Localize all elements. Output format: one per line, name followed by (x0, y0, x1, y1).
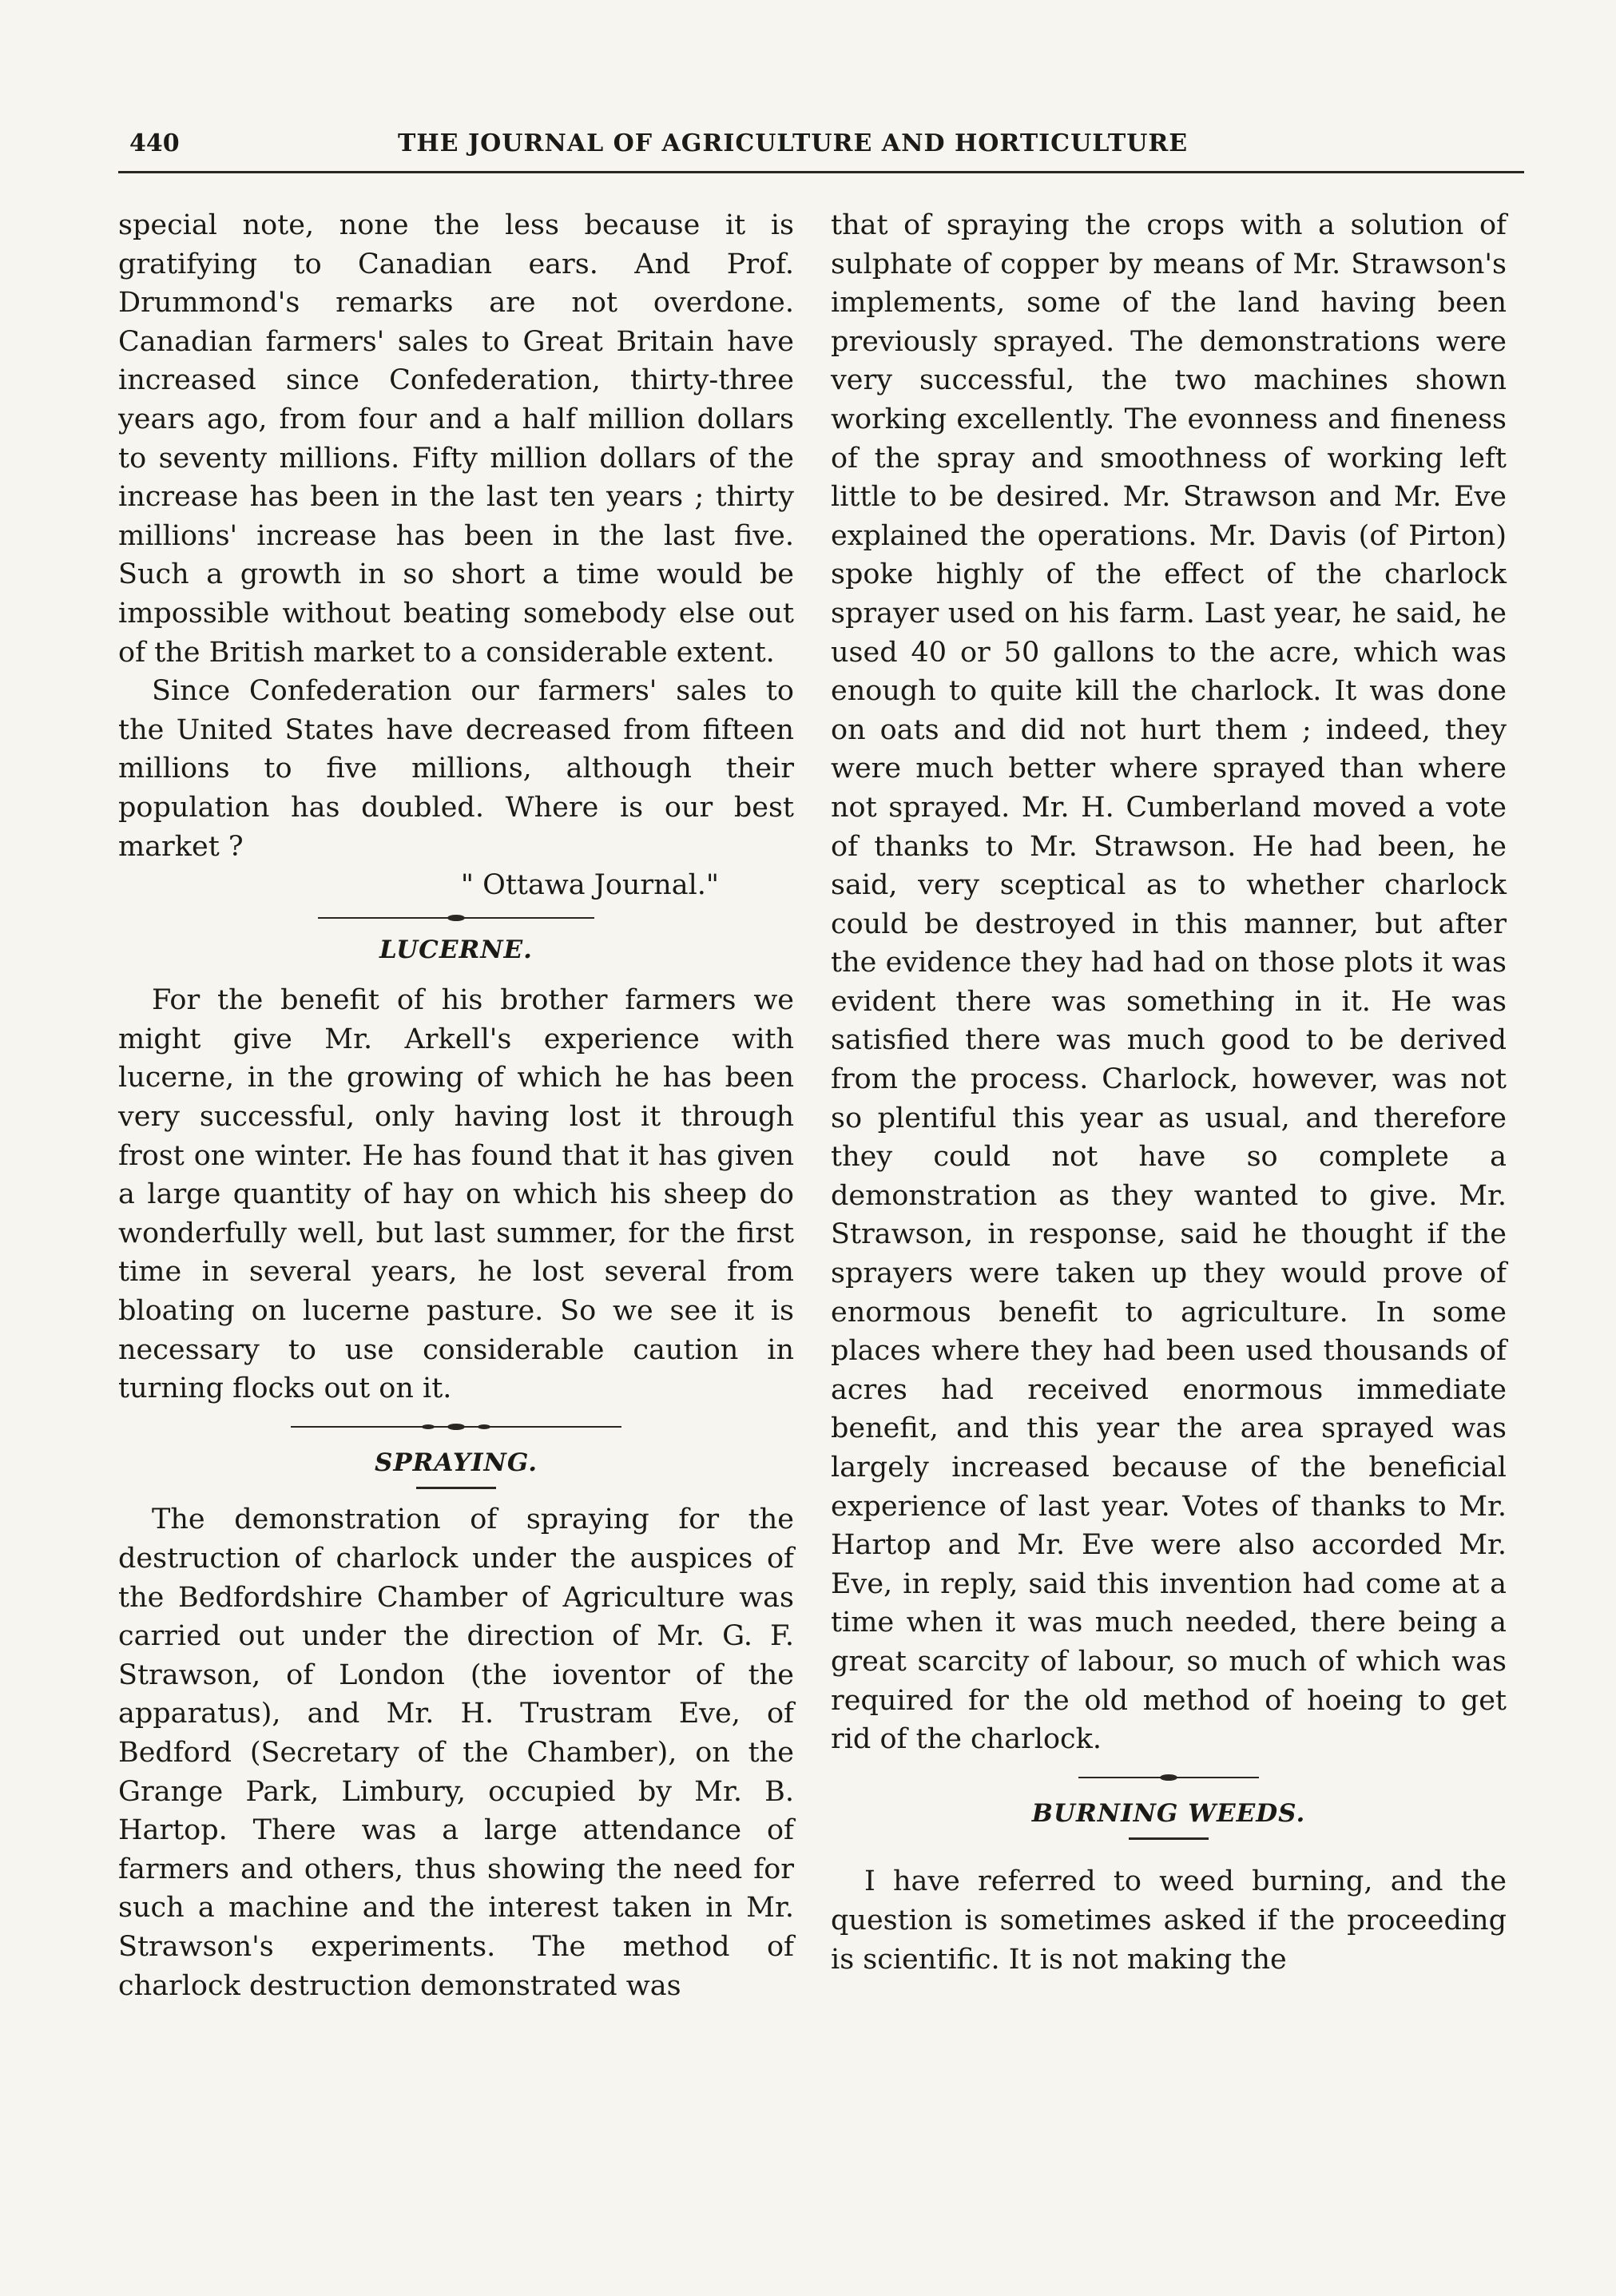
lucerne-heading: LUCERNE. (379, 935, 533, 964)
section-divider (118, 1408, 794, 1444)
spraying-paragraph: The demonstration of spraying for the destruction of charlock under the auspices of the Bedfordshire Chamber of Agriculture was carried out under the direction of Mr. G. F. Strawson, of London (the ioventor of the apparatus), and Mr. H. Trustram Eve, of Bedford (Secretary of the Chamber), on the Grange Park, Limbury, occupied by Mr. B. Hartop. There was a large attendance of farmers and others, thus showing the need for such a machine and the interest taken in Mr. Strawson's experiments. The method of charlock destruction demonstrated was (118, 1504, 794, 2002)
spraying-heading: SPRAYING. (374, 1448, 538, 1477)
burning-weeds-paragraph: I have referred to weed burning, and the question is sometimes asked if the proceeding is scientific. It is not making the (831, 1865, 1507, 1976)
running-header (118, 120, 1524, 173)
spraying-paragraph-continued: that of spraying the crops with a solution of sulphate of copper by means of Mr. Strawson's implements, some of the land having been previously sprayed. The demonstrations were very successful, the two machines shown working excellently. The evonness and fineness of the spray and smoothness of working left little to be desired. Mr. Strawson and Mr. Eve explained the operations. Mr. Davis (of Pirton) spoke highly of the effect of the charlock sprayer used on his farm. Last year, he said, he used 40 or 50 gallons to the acre, which was enough to quite kill the charlock. It was done on oats and did not hurt them ; indeed, they were much better where sprayed than where not sprayed. Mr. H. Cumberland moved a vote of thanks to Mr. Strawson. He had been, he said, very sceptical as to whether charlock could be destroyed in this manner, but after the evidence they had had on those plots it was evident there was something in it. He was satisfied there was much good to be derived from the process. Charlock, however, was not so plentiful this year as usual, and therefore they could not have so complete a demonstration as they wanted to give. Mr. Strawson, in response, said he thought if the sprayers were taken up they would prove of enormous benefit to agriculture. In some places where they had been used thousands of acres had received enormous immediate benefit, and this year the area sprayed was largely increased because of the beneficial experience of last year. Votes of thanks to Mr. Hartop and Mr. Eve were also accorded Mr. Eve, in reply, said this invention had come at a time when it was much needed, there being a great scarcity of labour, so much of which was required for the old method of hoeing to get rid of the charlock. (831, 209, 1507, 1756)
journal-title: THE JOURNAL OF AGRICULTURE AND HORTICULTURE (398, 129, 1189, 157)
intro-paragraph: Since Confederation our farmers' sales to the United States have decreased from fifteen millions to five millions, although their population has doubled. Where is our best market ? (118, 675, 794, 863)
heading-underline (1129, 1837, 1209, 1840)
heading-underline (416, 1487, 496, 1489)
section-divider (831, 1759, 1507, 1794)
burning-weeds-heading: BURNING WEEDS. (1031, 1798, 1306, 1828)
right-column (831, 206, 1507, 1979)
lucerne-paragraph: For the benefit of his brother farmers we might give Mr. Arkell's experience with lucerne, in the growing of which he has been very successful, only having lost it through frost one winter. He has found that it has given a large quantity of hay on which his sheep do wonderfully well, but last summer, for the first time in several years, he lost several from bloating on lucerne pasture. So we see it is necessary to use considerable caution in turning flocks out on it. (118, 984, 794, 1405)
intro-paragraph-continued: special note, none the less because it is gratifying to Canadian ears. And Prof. Drummond's remarks are not overdone. Canadian farmers' sales to Great Britain have increased since Confederation, thirty-three years ago, from four and a half million dollars to seventy millions. Fifty million dollars of the increase has been in the last ten years ; thirty millions' increase has been in the last five. Such a growth in so short a time would be impossible without beating somebody else out of the British market to a considerable extent. (118, 209, 794, 669)
page-number: 440 (129, 129, 180, 157)
section-divider (118, 905, 794, 931)
source-attribution: " Ottawa Journal." (460, 869, 719, 902)
left-column (118, 206, 794, 2005)
